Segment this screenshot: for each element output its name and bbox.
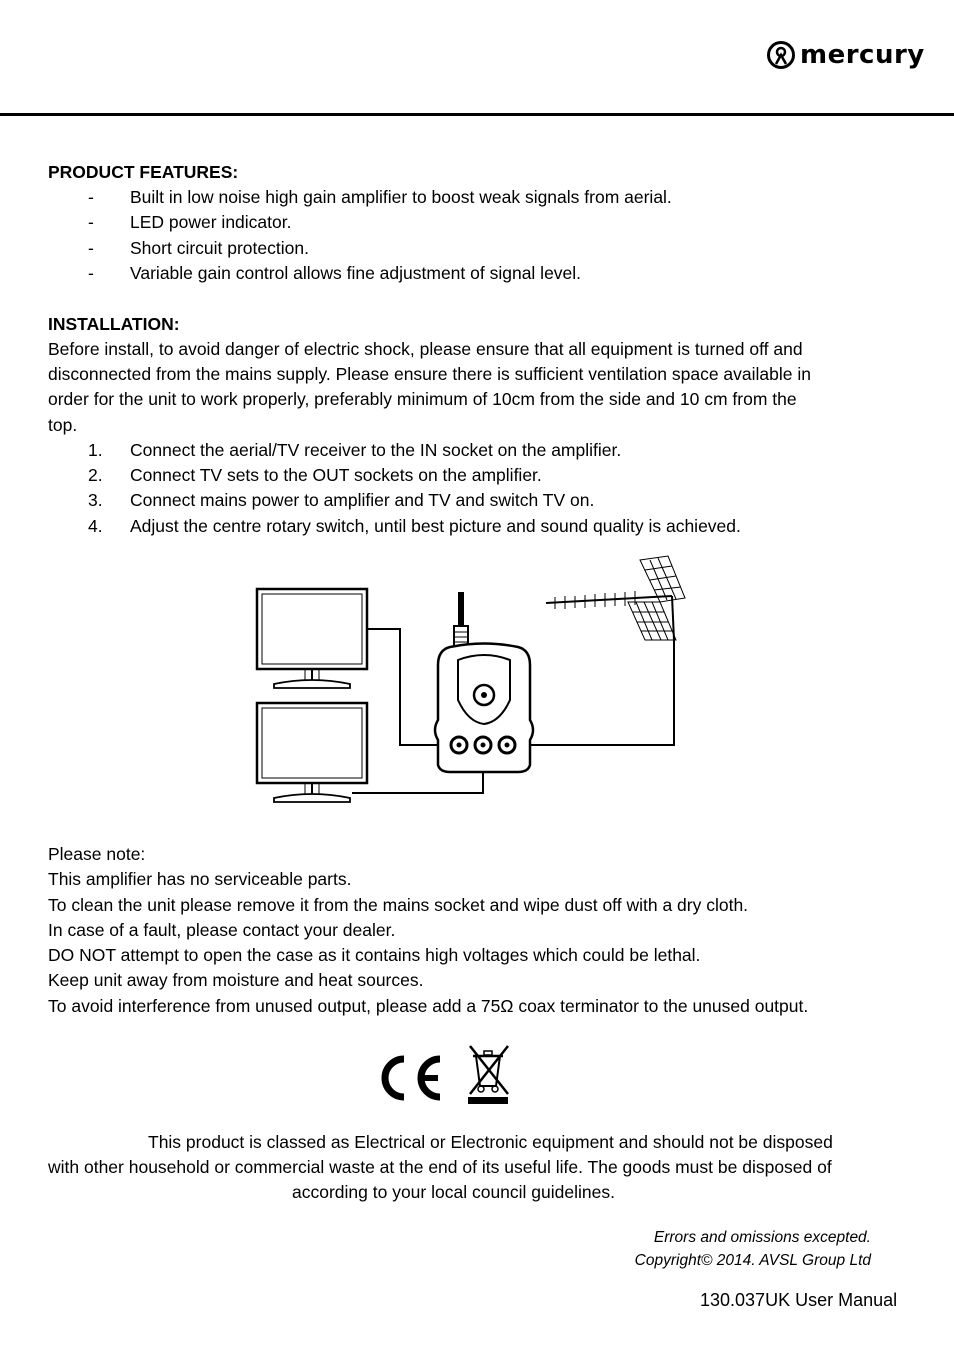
note-line: Please note:	[48, 844, 146, 864]
step-text: Connect mains power to amplifier and TV and switch TV on.	[130, 490, 595, 510]
connection-diagram	[250, 550, 700, 810]
list-dash: -	[88, 212, 94, 232]
disposal-line: This product is classed as Electrical or Electronic equipment and should not be disposed	[148, 1132, 833, 1152]
feature-text: Variable gain control allows fine adjustment of signal level.	[130, 263, 582, 283]
brand-name: mercury	[800, 40, 925, 70]
installation-paragraph-line: Before install, to avoid danger of electric shock, please ensure that all equipment is turned off and	[48, 339, 803, 359]
installation-step	[88, 465, 542, 486]
note-line: DO NOT attempt to open the case as it contains high voltages which could be lethal.	[48, 945, 701, 965]
tv-top-icon	[257, 589, 367, 688]
note-line: This amplifier has no serviceable parts.	[48, 869, 352, 889]
amplifier-icon	[435, 592, 533, 772]
installation-paragraph-line: disconnected from the mains supply. Please ensure there is sufficient ventilation space available in	[48, 364, 811, 384]
feature-item	[88, 238, 309, 259]
compliance-symbols	[376, 1042, 514, 1104]
installation-step	[88, 440, 621, 461]
installation-heading: INSTALLATION:	[48, 314, 180, 334]
note-line: Keep unit away from moisture and heat sources.	[48, 970, 424, 990]
step-text: Connect the aerial/TV receiver to the IN socket on the amplifier.	[130, 440, 622, 460]
aerial-antenna-icon	[546, 556, 685, 640]
list-dash: -	[88, 263, 94, 283]
installation-paragraph-line: order for the unit to work properly, preferably minimum of 10cm from the side and 10 cm from the	[48, 389, 797, 409]
errors-note: Errors and omissions excepted.	[653, 1229, 871, 1246]
feature-item	[88, 187, 672, 208]
header-divider	[0, 113, 954, 116]
feature-text: Built in low noise high gain amplifier to boost weak signals from aerial.	[130, 187, 672, 207]
disposal-line: with other household or commercial waste at the end of its useful life. The goods must be disposed of	[48, 1157, 832, 1177]
step-number: 3.	[88, 490, 103, 510]
features-heading: PRODUCT FEATURES:	[48, 162, 239, 182]
installation-paragraph-line: top.	[48, 415, 78, 435]
list-dash: -	[88, 187, 94, 207]
step-text: Adjust the centre rotary switch, until best picture and sound quality is achieved.	[130, 516, 741, 536]
installation-step	[88, 490, 594, 511]
note-line: To avoid interference from unused output, please add a 75Ω coax terminator to the unused output.	[48, 996, 809, 1016]
tv-bottom-icon	[257, 703, 367, 802]
disposal-line: according to your local council guidelines.	[292, 1182, 615, 1202]
copyright-note: Copyright© 2014. AVSL Group Ltd	[634, 1252, 871, 1269]
document-code: 130.037UK User Manual	[700, 1290, 898, 1310]
brand-logo	[766, 40, 925, 70]
installation-step	[88, 516, 741, 537]
step-text: Connect TV sets to the OUT sockets on the amplifier.	[130, 465, 542, 485]
feature-item	[88, 212, 291, 233]
step-number: 1.	[88, 440, 103, 460]
note-line: To clean the unit please remove it from the mains socket and wipe dust off with a dry cloth.	[48, 895, 749, 915]
ce-mark-icon	[376, 1052, 444, 1104]
feature-text: LED power indicator.	[130, 212, 292, 232]
feature-text: Short circuit protection.	[130, 238, 309, 258]
step-number: 2.	[88, 465, 103, 485]
feature-item	[88, 263, 581, 284]
step-number: 4.	[88, 516, 103, 536]
weee-bin-icon	[464, 1042, 514, 1104]
list-dash: -	[88, 238, 94, 258]
note-line: In case of a fault, please contact your dealer.	[48, 920, 396, 940]
mercury-logo-icon	[766, 40, 796, 70]
